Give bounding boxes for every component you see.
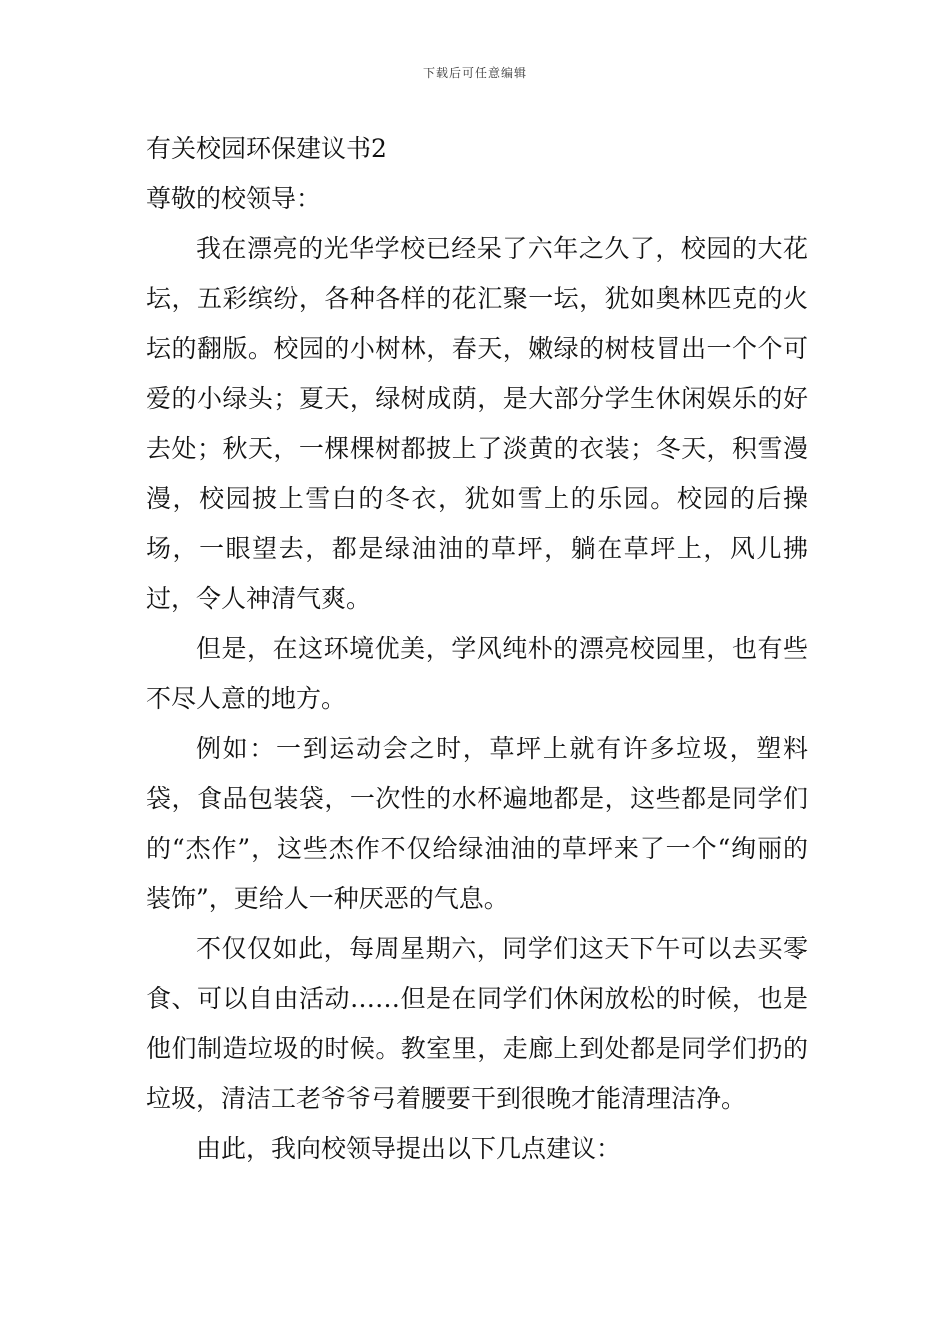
document-title: 有关校园环保建议书2 [146, 134, 387, 163]
page-header [0, 64, 950, 81]
document-body [146, 124, 808, 1174]
paragraph-sports-day-litter: 例如：一到运动会之时，草坪上就有许多垃圾，塑料袋，食品包装袋，一次性的水杯遍地都是，这些都是同学们的“杰作”，这些杰作不仅给绿油油的草坪来了一个“绚丽的装饰”，更给人一种厌恶的气息。 [146, 734, 808, 913]
salutation: 尊敬的校领导： [146, 184, 322, 213]
header-note: 下载后可任意编辑 [422, 66, 527, 80]
paragraph-campus-description: 我在漂亮的光华学校已经呆了六年之久了，校园的大花坛，五彩缤纷，各种各样的花汇聚一坛，犹如奥林匹克的火坛的翻版。校园的小树林，春天，嫩绿的树枝冒出一个个可爱的小绿头；夏天，绿树成荫，是大部分学生休闲娱乐的好去处；秋天，一棵棵树都披上了淡黄的衣装；冬天，积雪漫漫，校园披上雪白的冬衣，犹如雪上的乐园。校园的后操场，一眼望去，都是绿油油的草坪，躺在草坪上，风儿拂过，令人神清气爽。 [146, 234, 808, 613]
paragraph-suggestions-intro: 由此，我向校领导提出以下几点建议： [196, 1134, 622, 1163]
paragraph-problem-intro: 但是，在这环境优美，学风纯朴的漂亮校园里，也有些不尽人意的地方。 [146, 634, 808, 713]
paragraph-saturday-litter: 不仅仅如此，每周星期六，同学们这天下午可以去买零食、可以自由活动……但是在同学们休闲放松的时候，也是他们制造垃圾的时候。教室里，走廊上到处都是同学们扔的垃圾，清洁工老爷爷弓着腰要干到很晚才能清理洁净。 [146, 934, 808, 1113]
